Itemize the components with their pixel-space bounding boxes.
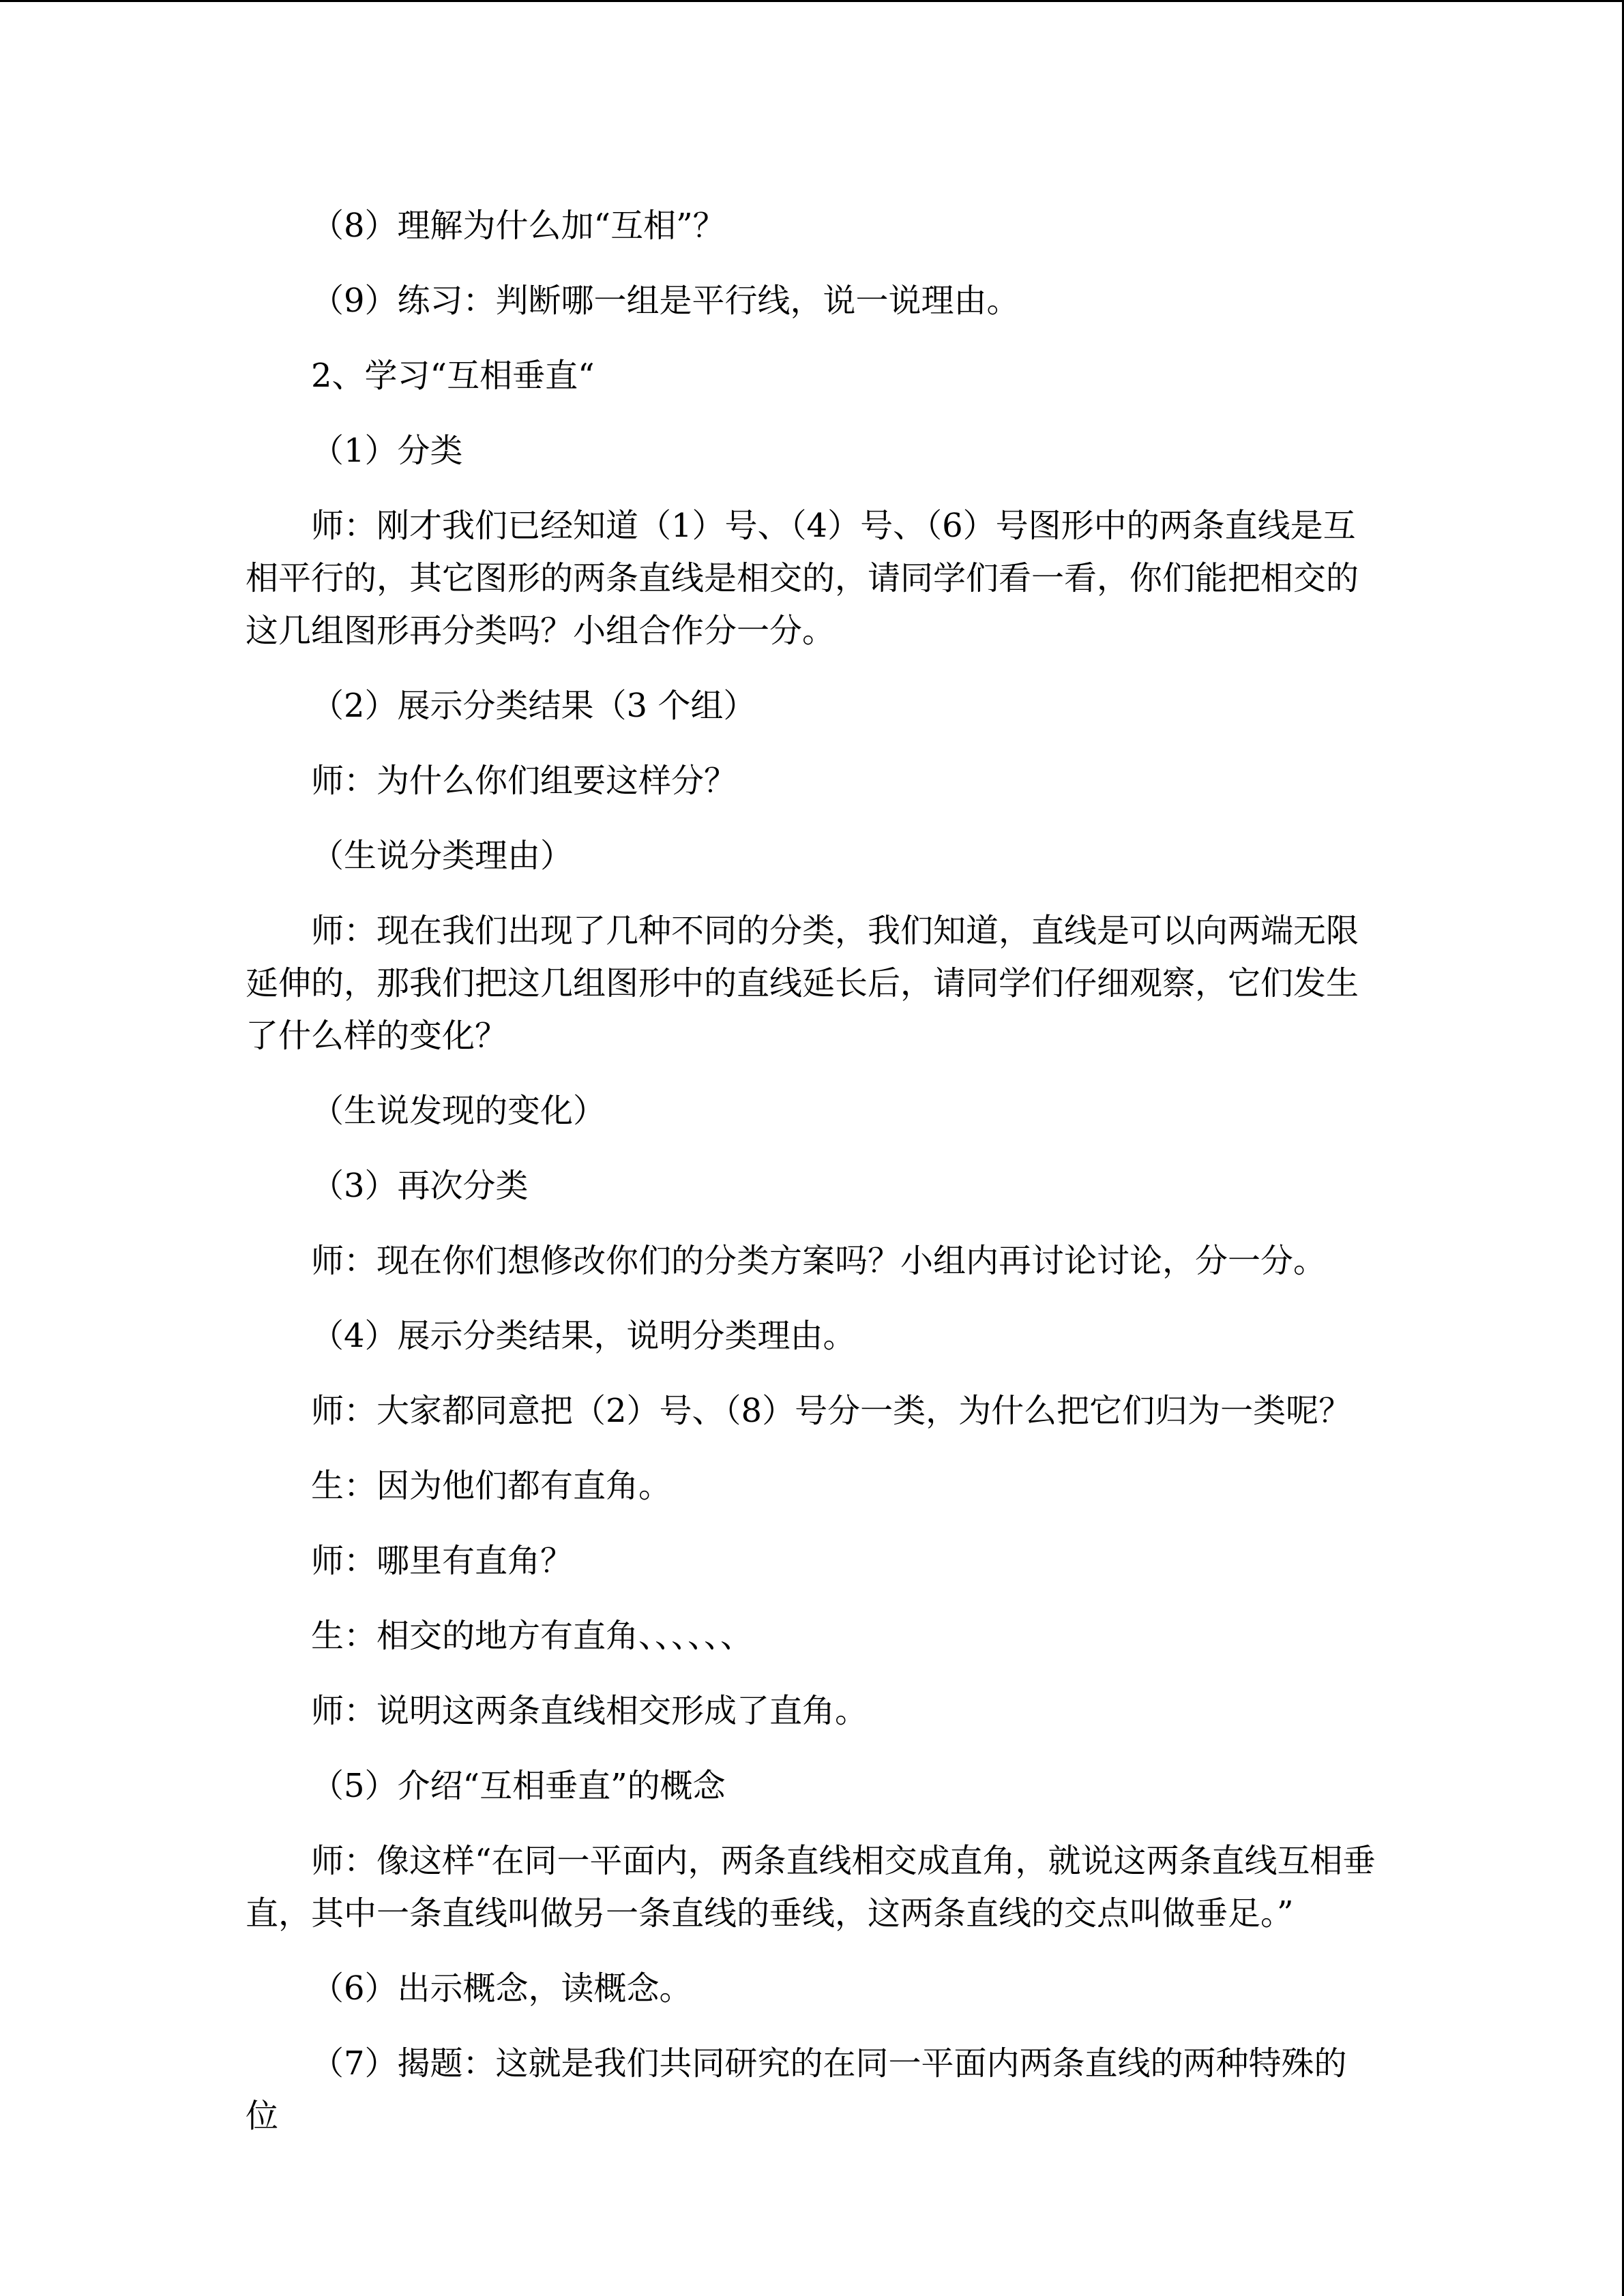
paragraph-teacher-extend: 师：现在我们出现了几种不同的分类，我们知道，直线是可以向两端无限延伸的，那我们把这几组图形中的直线延长后，请同学们仔细观察，它们发生了什么样的变化？ (246, 912, 1359, 1055)
paragraph-read-concept: （6）出示概念，读概念。 (311, 1969, 692, 2008)
section-heading-perpendicular: 2、学习“互相垂直“ (311, 357, 595, 395)
paragraph-reclassify: （3）再次分类 (311, 1167, 529, 1205)
paragraph-teacher-agree: 师：大家都同意把（2）号、（8）号分一类，为什么把它们归为一类呢？ (311, 1392, 1352, 1430)
paragraph-teacher-classify: 师：刚才我们已经知道（1）号、（4）号、（6）号图形中的两条直线是互相平行的，其它图形的两条直线是相交的，请同学们看一看，你们能把相交的这几组图形再分类吗？小组合作分一分。 (246, 507, 1359, 650)
document-body (246, 200, 1378, 2143)
paragraph-student-reason: （生说分类理由） (311, 837, 574, 875)
paragraph-classify: （1）分类 (311, 432, 463, 470)
paragraph-show-results: （2）展示分类结果（3 个组） (311, 687, 756, 725)
paragraph-show-reason: （4）展示分类结果，说明分类理由。 (311, 1317, 856, 1355)
paragraph-student-right-angle: 生：因为他们都有直角。 (311, 1467, 672, 1505)
paragraph-9-exercise: （9）练习：判断哪一组是平行线，说一说理由。 (311, 282, 1020, 320)
paragraph-reveal-topic: （7）揭题：这就是我们共同研究的在同一平面内两条直线的两种特殊的位 (246, 2044, 1347, 2135)
paragraph-teacher-where: 师：哪里有直角？ (311, 1542, 574, 1580)
paragraph-teacher-definition: 师：像这样“在同一平面内，两条直线相交成直角，就说这两条直线互相垂直，其中一条直线叫做另一条直线的垂线，这两条直线的交点叫做垂足。” (246, 1842, 1376, 1933)
paragraph-teacher-explain: 师：说明这两条直线相交形成了直角。 (311, 1692, 868, 1730)
paragraph-8-understand-mutual: （8）理解为什么加“互相”？ (311, 207, 726, 245)
paragraph-student-change: （生说发现的变化） (311, 1092, 606, 1130)
paragraph-student-intersection: 生：相交的地方有直角、、、、、、 (311, 1617, 754, 1655)
paragraph-teacher-modify: 师：现在你们想修改你们的分类方案吗？小组内再讨论讨论，分一分。 (311, 1242, 1327, 1280)
paragraph-introduce-concept: （5）介绍“互相垂直”的概念 (311, 1767, 726, 1805)
paragraph-teacher-why: 师：为什么你们组要这样分？ (311, 762, 737, 800)
